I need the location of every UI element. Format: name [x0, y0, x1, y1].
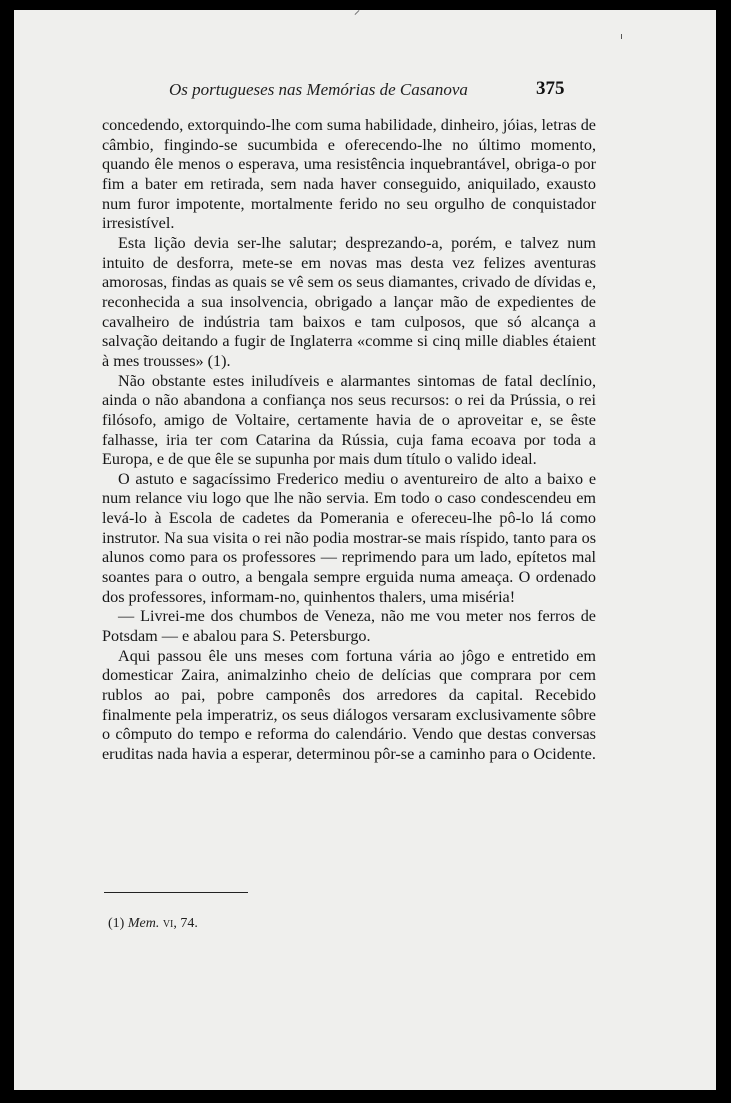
footnote-marker: (1) — [108, 916, 125, 931]
footnote-work: Mem. — [127, 916, 160, 931]
page-header — [14, 80, 716, 106]
stray-mark — [355, 10, 360, 15]
page-number: 375 — [536, 78, 565, 99]
paragraph-3: Não obstante estes iniludíveis e alarmantes sintomas de fatal declínio, ainda o não abandona a confiança nos seus recursos: o rei da Prússia, o rei filósofo, amigo de Voltaire, certamente havia de o aproveitar e, se êste falhasse, iria ter com Catarina da Rússia, cuja fama ecoava por toda a Europa, e de que êle se supunha por mais dum título o valido ideal. — [102, 371, 596, 469]
book-page — [14, 10, 716, 1090]
footnote-page: 74. — [180, 916, 198, 931]
footnote-divider — [104, 892, 248, 893]
footnote-volume: vi, — [162, 916, 177, 931]
margin-tick — [621, 34, 622, 39]
paragraph-6: Aqui passou êle uns meses com fortuna vária ao jôgo e entretido em domesticar Zaira, animalzinho cheio de delícias que comprara por cem rublos ao pai, pobre camponês dos arredores da capital. Recebido finalmente pela imperatriz, os seus diálogos versaram exclusivamente sôbre o cômputo do tempo e reforma do calendário. Vendo que destas conversas eruditas nada havia a esperar, determinou pôr-se a caminho para o Ocidente. — [102, 646, 596, 763]
paragraph-5: — Livrei-me dos chumbos de Veneza, não me vou meter nos ferros de Potsdam — e abalou para S. Petersburgo. — [102, 607, 596, 646]
paragraph-1: concedendo, extorquindo-lhe com suma habilidade, dinheiro, jóias, letras de câmbio, fingindo-se sucumbida e oferecendo-lhe no último momento, quando êle menos o esperava, uma resistência inquebrantável, obriga-o por fim a bater em retirada, sem nada haver conseguido, aniquilado, exausto num furor impotente, mortalmente ferido no seu orgulho de conquistador irresistível. — [102, 116, 596, 233]
running-title: Os portugueses nas Memórias de Casanova — [169, 80, 468, 99]
paragraph-2: Esta lição devia ser-lhe salutar; desprezando-a, porém, e talvez num intuito de desforra, mete-se em novas mas desta vez felizes aventuras amorosas, findas as quais se vê sem os seus diamantes, crivado de dívidas e, reconhecida a sua insolvencia, obrigado a lançar mão de expedientes de cavalheiro de indústria tam baixos e tam culposos, que só alcança a salvação deitando a fugir de Inglaterra «comme si cinq mille diables étaient à mes trousses» (1). — [102, 233, 596, 370]
body-text — [102, 116, 596, 765]
footnote — [108, 916, 198, 932]
paragraph-4: O astuto e sagacíssimo Frederico mediu o aventureiro de alto a baixo e num relance viu logo que lhe não servia. Em todo o caso condescendeu em levá-lo à Escola de cadetes da Pomerania e ofereceu-lhe pô-lo lá como instrutor. Na sua visita o rei não podia mostrar-se mais ríspido, tanto para os alunos como para os professores — reprimendo para um lado, epítetos mal soantes para o outro, a bengala sempre erguida numa ameaça. O ordenado dos professores, informam-no, quinhentos thalers, uma miséria! — [102, 469, 596, 606]
